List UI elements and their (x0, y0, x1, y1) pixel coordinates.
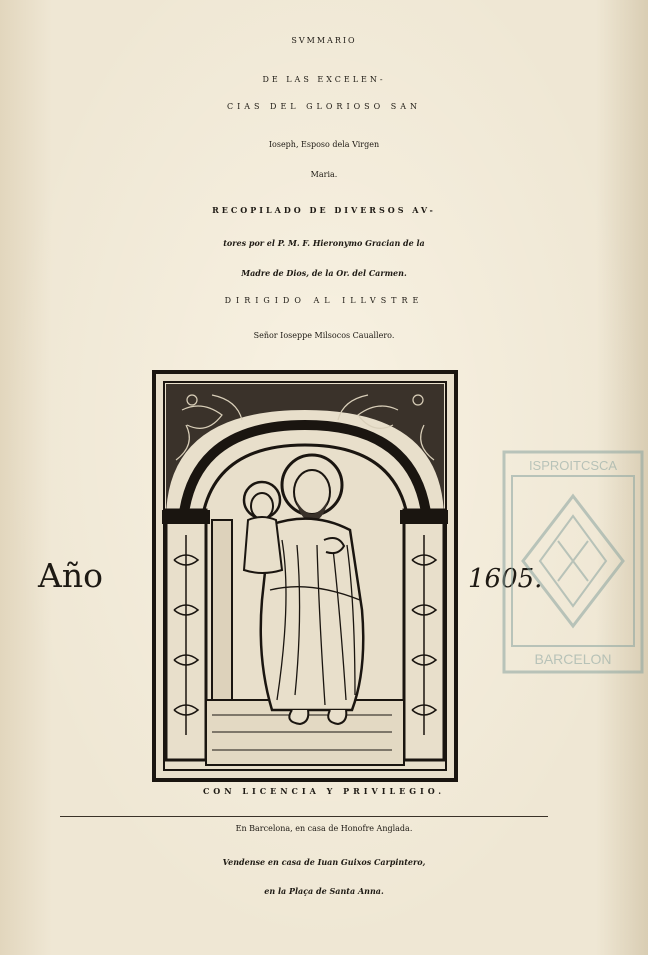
dedication-line-dirigido: DIRIGIDO AL ILLVSTRE (224, 296, 424, 305)
library-stamp-icon (498, 446, 648, 678)
imprint-divider (60, 816, 548, 817)
author-line-tores: tores por el P. M. F. Hieronymo Gracian de la (223, 238, 425, 248)
title-line-summario: SVMMARIO (291, 36, 357, 45)
imprint-line-vendense: Vendense en casa de Iuan Guixos Carpintero, (222, 857, 426, 867)
anno-label: Año (38, 556, 103, 595)
stamp-bottom-text: BARCELON (534, 651, 612, 667)
year-label: 1605. (468, 564, 543, 594)
license-line: CON LICENCIA Y PRIVILEGIO. (202, 786, 446, 796)
imprint-line-placa: en la Plaça de Santa Anna. (264, 886, 384, 896)
author-line-recopilado: RECOPILADO DE DIVERSOS AV- (212, 205, 436, 215)
title-line-excelencias: DE LAS EXCELEN- (262, 75, 386, 84)
title-line-ioseph: Ioseph, Esposo dela Virgen (268, 140, 380, 149)
dedication-line-senor: Señor Ioseppe Milsocos Cauallero. (253, 331, 395, 340)
woodcut-saint-joseph-with-child-icon (152, 370, 458, 782)
stamp-top-text: ISPROITCSCA (528, 458, 618, 473)
title-line-maria: Maria. (310, 170, 338, 179)
imprint-line-barcelona: En Barcelona, en casa de Honofre Anglada. (235, 824, 413, 833)
author-line-madre: Madre de Dios, de la Or. del Carmen. (241, 268, 407, 278)
title-line-glorioso: CIAS DEL GLORIOSO SAN (226, 102, 422, 111)
